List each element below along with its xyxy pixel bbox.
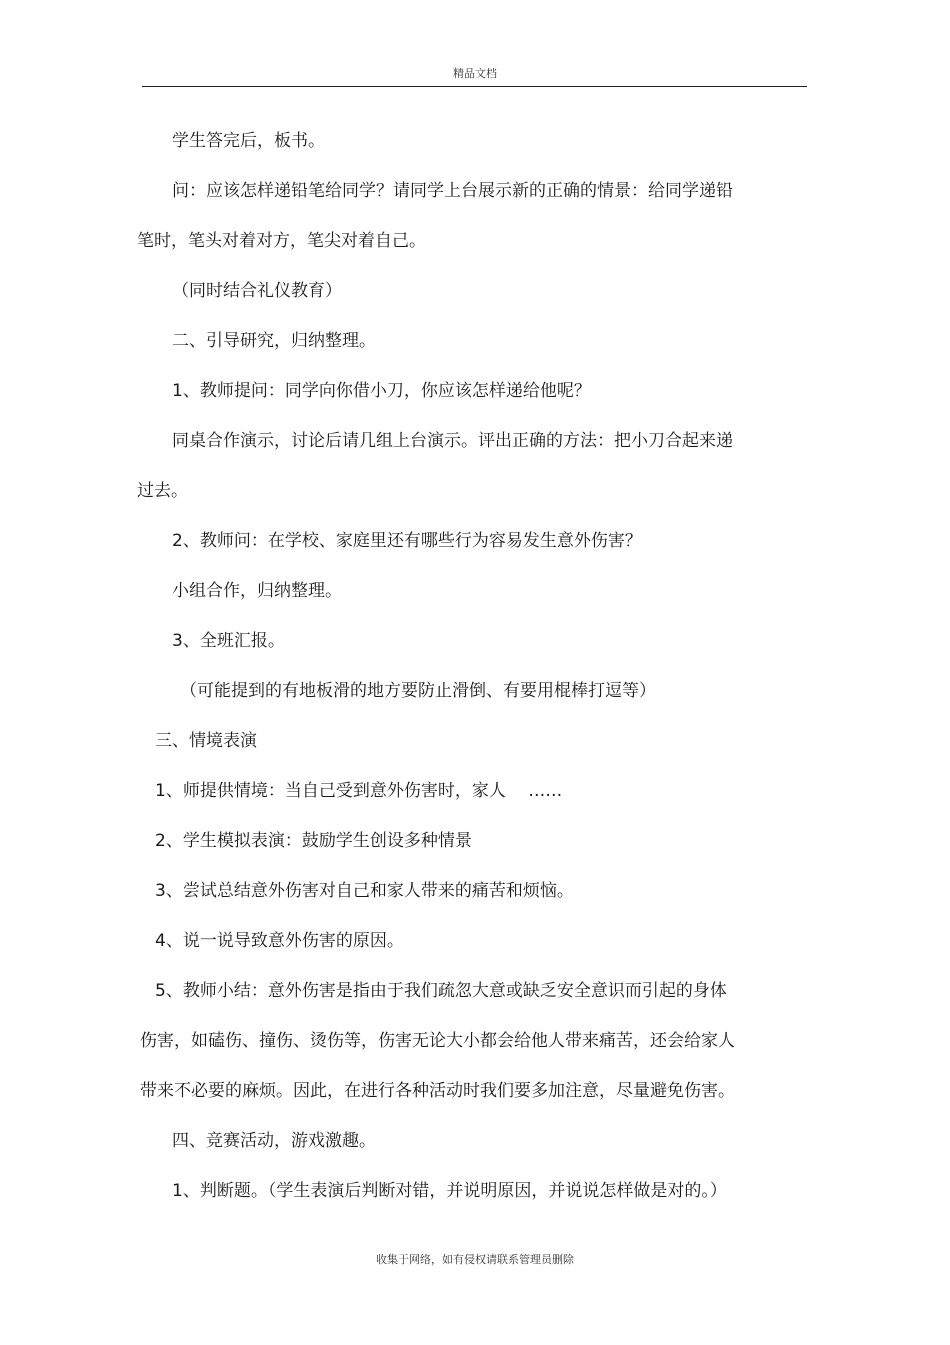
body-line: 过去。: [137, 481, 188, 501]
body-line: 3、尝试总结意外伤害对自己和家人带来的痛苦和烦恼。: [155, 881, 574, 901]
body-line: 3、全班汇报。: [172, 631, 285, 651]
page-header: 精品文档: [453, 67, 497, 80]
page-footer: 收集于网络，如有侵权请联系管理员删除: [376, 1253, 574, 1266]
body-line: 4、说一说导致意外伤害的原因。: [155, 931, 404, 951]
body-line: 1、判断题。（学生表演后判断对错，并说明原因，并说说怎样做是对的。）: [172, 1181, 727, 1201]
body-line: 二、引导研究，归纳整理。: [172, 331, 376, 351]
body-line: 四、竞赛活动，游戏激趣。: [172, 1131, 376, 1151]
body-line: 三、情境表演: [155, 731, 257, 751]
body-line: 5、教师小结：意外伤害是指由于我们疏忽大意或缺乏安全意识而引起的身体: [155, 981, 727, 1001]
body-line: 2、学生模拟表演：鼓励学生创设多种情景: [155, 831, 472, 851]
body-line: 1、教师提问：同学向你借小刀，你应该怎样递给他呢？: [172, 381, 591, 401]
body-line: 2、教师问：在学校、家庭里还有哪些行为容易发生意外伤害？: [172, 531, 642, 551]
header-divider: [142, 86, 807, 87]
body-line: 问：应该怎样递铅笔给同学？请同学上台展示新的正确的情景：给同学递铅: [172, 181, 733, 201]
body-line: 伤害，如磕伤、撞伤、烫伤等，伤害无论大小都会给他人带来痛苦，还会给家人: [140, 1031, 735, 1051]
body-line: 同桌合作演示，讨论后请几组上台演示。评出正确的方法：把小刀合起来递: [172, 431, 733, 451]
body-line: 1、师提供情境：当自己受到意外伤害时，家人 ……: [155, 781, 563, 801]
body-line: 笔时，笔头对着对方，笔尖对着自己。: [137, 231, 426, 251]
body-line: （同时结合礼仪教育）: [172, 281, 342, 301]
body-line: 学生答完后，板书。: [172, 131, 325, 151]
body-line: 小组合作，归纳整理。: [172, 581, 342, 601]
body-line: 带来不必要的麻烦。因此，在进行各种活动时我们要多加注意，尽量避免伤害。: [140, 1081, 735, 1101]
body-line: （可能提到的有地板滑的地方要防止滑倒、有要用棍棒打逗等）: [180, 681, 656, 701]
